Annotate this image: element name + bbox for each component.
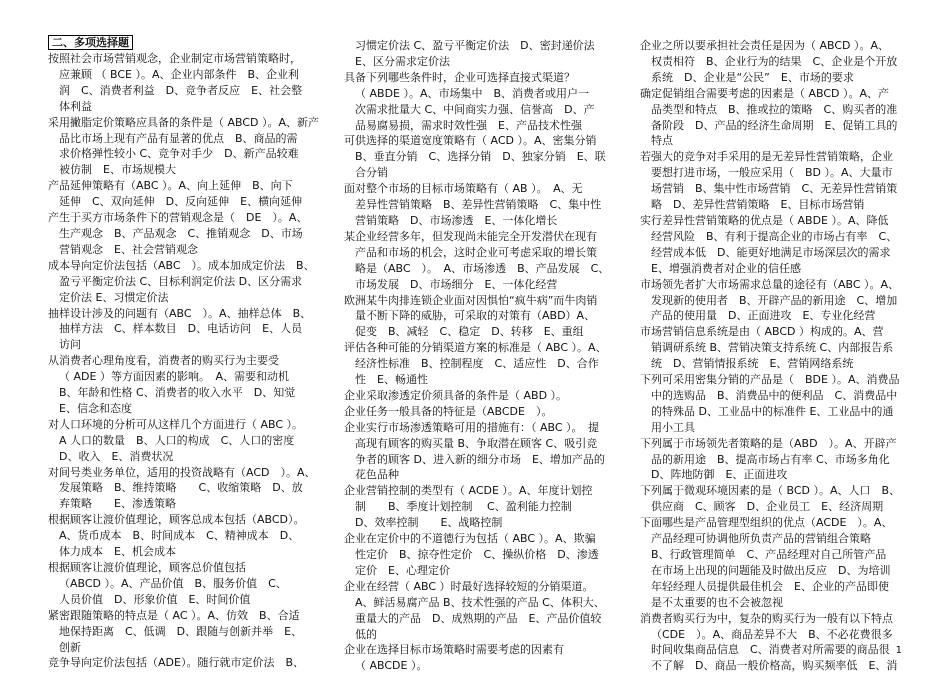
text-line: 品易腐易损，需求时效性强 E、产品技术性强 [355,118,582,132]
text-line: 营销策略 D、市场渗透 E、一体化增长 [355,213,558,227]
text-line: A、鲜活易腐产品 B、技术性强的产品 C、体积大、 [355,595,605,609]
text-line: 企业实行市场渗透策略可用的措施有：（ ABC ）。 提 [344,420,600,434]
text-line: 生产观念 B、产品观念 C、推销观念 D、市场 [59,226,303,240]
text-line: D、效率控制 E、战略控制 [355,516,503,530]
text-line: 是不太重要的也不会被忽视 [651,595,783,609]
text-line: 紧密跟随策略的特点是（ AC ）。A、仿效 B、合适 [48,608,300,622]
text-line: 要想打进市场，一般应采用（ BD ）。A、大量市 [651,166,893,180]
text-line: 统 D、营销情报系统 E、营销网络系统 [651,357,854,371]
text-line: 下列属于市场领先者策略的是（ABD ）。A、开辟产 [640,436,897,450]
text-line: 的特殊品 D、工业品中的标准件 E、工业品中的通 [651,404,894,418]
text-line: 某企业经营多年，但发现尚未能完全开发潜伏在现有 [344,229,597,243]
text-line: B、垂直分销 C、选择分销 D、独家分销 E、联 [355,150,606,164]
text-line: 抽样方法 C、样本数目 D、电话访问 E、人员 [59,322,303,336]
text-line: 场营销 B、集中性市场营销 C、无差异性营销策 [651,182,898,196]
text-line: 抽样设计涉及的问题有（ABC ）。A、抽样总体 B、 [48,306,312,320]
text-line: 根据顾客让渡价值理论，顾客总成本包括（ABCD）。 [48,513,305,527]
column-1-lines [48,51,336,671]
text-line: 从消费者心理角度看，消费者的购买行为主要受 [48,354,279,368]
text-line: 品的新用途 B、提高市场占有率 C、市场多角化 [651,452,890,466]
text-line: 备阶段 D、产品的经济生命周期 E、促销工具的 [651,118,898,132]
text-line: 对人口环境的分析可从这样几个方面进行（ ABC ）。 [48,417,304,431]
text-line: （ ABDE ）。A、市场集中 B、消费者或用户一 [355,86,590,100]
text-line: 欧洲某牛肉排连锁企业面对因惧怕“疯牛病”而牛肉销 [344,293,598,307]
text-line: 具备下列哪些条件时，企业可选择直接式渠道？ [344,70,575,84]
text-line: 经营风险 B、有利于提高企业的市场占有率 C、 [651,229,898,243]
text-line: 对间号类业务单位，适用的投资战略有（ACD ）。A、 [48,465,316,479]
text-column-3 [640,38,928,674]
text-line: 人员价值 D、形象价值 E、时间价值 [59,592,251,606]
text-line: 被仿制 E、市场规模大 [59,163,176,177]
text-line: 面对整个市场的目标市场策略有（ AB ）。 A、无 [344,182,583,196]
text-line: E、区分需求定价法 [355,54,450,68]
text-line: 延伸 C、双向延伸 D、反向延伸 E、横向延伸 [59,195,303,209]
text-line: 时间收集商品信息 C、消费者对所需要的商品很 [651,643,890,657]
text-line: 可供选择的渠道宽度策略有（ ACD ）。A、密集分销 [344,134,597,148]
text-line: 市场营销信息系统是由（ ABCD ）构成的。A、营 [640,325,884,339]
text-line: 特点 [651,134,673,148]
text-line: 产品的使用量 D、正面进攻 E、专业化经营 [651,309,876,323]
text-line: 略 D、差异性营销策略 E、目标市场营销 [651,198,865,212]
text-column-2 [344,38,632,674]
text-line: A、货币成本 B、时间成本 C、精神成本 D、 [59,529,300,543]
text-line: 花色品种 [355,468,399,482]
text-column-1 [48,35,336,671]
text-line: 制 B、季度计划控制 C、盈利能力控制 [355,500,572,514]
text-line: 争者的顾客 D、进入新的细分市场 E、增加产品的 [355,452,605,466]
text-line: 企业在定价中的不道德行为包括（ ABC ）。A、欺骗 [344,532,596,546]
text-line: 定价法 E、习惯定价法 [59,290,169,304]
text-line: （ABCD ）。A、产品价值 B、服务价值 C、 [59,576,287,590]
text-line: 下面哪些是产品管理型组织的优点（ACDE ）。A、 [640,516,893,530]
text-line: 合分销 [355,166,388,180]
text-line: 产生于买方市场条件下的营销观念是（ DE ）。A、 [48,211,308,225]
text-line: 次需求批量大 C、中间商实力强、信誉高 D、产 [355,102,595,116]
text-line: 性定价 B、掠夺性定价 C、操纵价格 D、渗透 [355,548,599,561]
text-line: 品比市场上现有产品有显著的优点 B、商品的需 [59,131,298,145]
text-line: 产品经理可协调他所负责产品的营销组合策略 [651,532,871,546]
text-line: 竞争导向定价法包括（ADE）。随行就市定价法 B、 [48,656,304,670]
text-line: 企业在经营（ ABC ）时最好选择较短的分销渠道。 [344,579,594,593]
text-line: 系统 D、企业是“公民” E、市场的要求 [651,70,854,84]
column-3-lines [640,38,928,674]
text-line: 不了解 D、商品一般价格高，购买频率低 E、消 [651,659,898,673]
text-line: 企业任务一般具备的特征是（ABCDE ）。 [344,404,553,418]
text-line: （CDE ）。A、商品差异不大 B、不必花费很多 [651,627,893,641]
text-line: 定价 E、心理定价 [355,563,450,577]
text-line: 营销观念 E、社会营销观念 [59,242,198,256]
text-line: 企业之所以要承担社会责任是因为（ ABCD ）。A、 [640,39,890,52]
text-line: 企业采取渗透定价须具备的条件是（ ABD ）。 [344,388,568,402]
text-line: 求价格弹性较小 C、竞争对手少 D、新产品较难 [59,147,299,161]
text-line: 消费者购买行为中，复杂的购买行为一般有以下特点 [640,611,893,625]
text-line: 下列属于微观环境因素的是（ BCD ）。A、人口 B、 [640,484,901,498]
text-line: 低的 [355,627,377,641]
text-line: 品类型和特点 B、推或拉的策略 C、购买者的准 [651,102,898,116]
text-line: 性 E、畅通性 [355,373,428,387]
text-line: 盈亏平衡定价法 C、目标利润定价法 D、区分需求 [59,274,303,288]
text-line: （ ADE ）等方面因素的影响。 A、需要和动机 [59,370,289,384]
text-line: 量不断下降的威胁，可采取的对策有（ABD）A、 [355,309,596,323]
text-line: 经济性标准 B、控制程度 C、适应性 D、合作 [355,357,599,371]
text-line: 确定促销组合需要考虑的因素是（ ABCD ）。A、产 [640,86,890,100]
page-number: 1 [895,645,902,656]
text-line: 中的选购品 B、消费品中的便利品 C、消费品中 [651,388,898,402]
text-line: 重量大的产品 D、成熟期的产品 E、产品价值较 [355,611,602,625]
text-line: 供应商 C、顾客 D、企业员工 E、经济周期 [651,500,884,514]
text-line: 创新 [59,640,81,654]
text-line: D、收入 E、消费状况 [59,449,174,463]
text-line: 产品延伸策略有（ABC ）。A、向上延伸 B、向下 [48,179,293,193]
text-line: 用小工具 [651,420,695,434]
text-line: 体利益 [59,99,92,113]
text-line: 润 C、消费者利益 D、竞争者反应 E、社会整 [59,83,303,97]
text-line: 市场发展 D、市场细分 E、一体化经营 [355,277,558,291]
text-line: 根据顾客让渡价值理论，顾客总价值包括 [48,561,246,574]
text-line: 访问 [59,338,81,352]
text-line: 发现新的使用者 B、开辟产品的新用途 C、增加 [651,293,898,307]
text-line: 在市场上出现的问题能及时做出反应 D、为培训 [651,563,891,577]
text-line: 应兼顾 （ BCE ）。A、企业内部条件 B、企业利 [59,67,300,81]
text-line: 习惯定价法 C、盈亏平衡定价法 D、密封递价法 [355,39,595,52]
text-line: 企业在选择目标市场策略时需要考虑的因素有 [344,643,564,657]
text-line: 发展策略 B、维持策略 C、收缩策略 D、放 [59,481,303,495]
text-line: （ ABCDE ）。 [355,659,428,673]
text-line: 体力成本 E、机会成本 [59,545,176,559]
text-line: E、增强消费者对企业的信任感 [651,261,801,275]
text-line: 企业营销控制的类型有（ ACDE ）。A、年度计划控 [344,484,593,498]
text-line: D、阵地防御 E、正面进攻 [651,468,788,482]
section-heading: 二、多项选择题 [48,35,133,50]
text-line: 若强大的竞争对手采用的是无差异性营销策略，企业 [640,150,893,164]
text-line: 略是（ABC ）。 A、市场渗透 B、产品发展 C、 [355,261,610,275]
text-line: 弃策略 E、渗透策略 [59,497,176,511]
text-line: A 人口的数量 B、人口的构成 C、人口的密度 [59,433,295,447]
text-line: 实行差异性营销策略的优点是（ ABDE ）。A、降低 [640,213,889,227]
text-line: 权责相符 B、企业行为的结果 C、企业是个开放 [651,54,898,68]
text-line: B、年龄和性格 C、消费者的收入水平 D、知觉 [59,386,296,400]
column-2-lines [344,38,632,674]
text-line: E、信念和态度 [59,401,132,415]
text-line: 产品和市场的机会，这时企业可考虑采取的增长策 [355,245,597,259]
text-line: 采用撇脂定价策略应具备的条件是（ ABCD ）。A、新产 [48,115,320,129]
text-line: 市场领先者扩大市场需求总量的途径有（ABC ）。A、 [640,277,900,291]
text-line: 地保持距离 C、低调 D、跟随与创新并举 E、 [59,624,303,638]
text-line: 成本导向定价法包括（ABC ）。成本加成定价法 B、 [48,258,315,272]
text-line: 评估各种可能的分销渠道方案的标准是（ ABC ）。A、 [344,341,607,355]
text-line: 经营成本低 D、能更好地满足市场深层次的需求 [651,245,891,259]
text-line: 促变 B、减轻 C、稳定 D、转移 E、重组 [355,325,584,339]
text-line: 销调研系统 B、营销决策支持系统 C、内部报告系 [651,341,894,355]
text-line: 高现有顾客的购买量 B、争取潜在顾客 C、吸引竞 [355,436,598,450]
text-line: 按照社会市场营销观念，企业制定市场营销策略时， [48,52,301,65]
text-line: 年轻经理人员提供最佳机会 E、企业的产品即使 [651,579,889,593]
text-line: 差异性营销策略 B、差异性营销策略 C、集中性 [355,198,602,212]
text-line: B、行政管理简单 C、产品经理对自己所管产品 [651,548,887,561]
text-line: 下列可采用密集分销的产品是（ BDE ）。A、消费品 [640,373,900,387]
